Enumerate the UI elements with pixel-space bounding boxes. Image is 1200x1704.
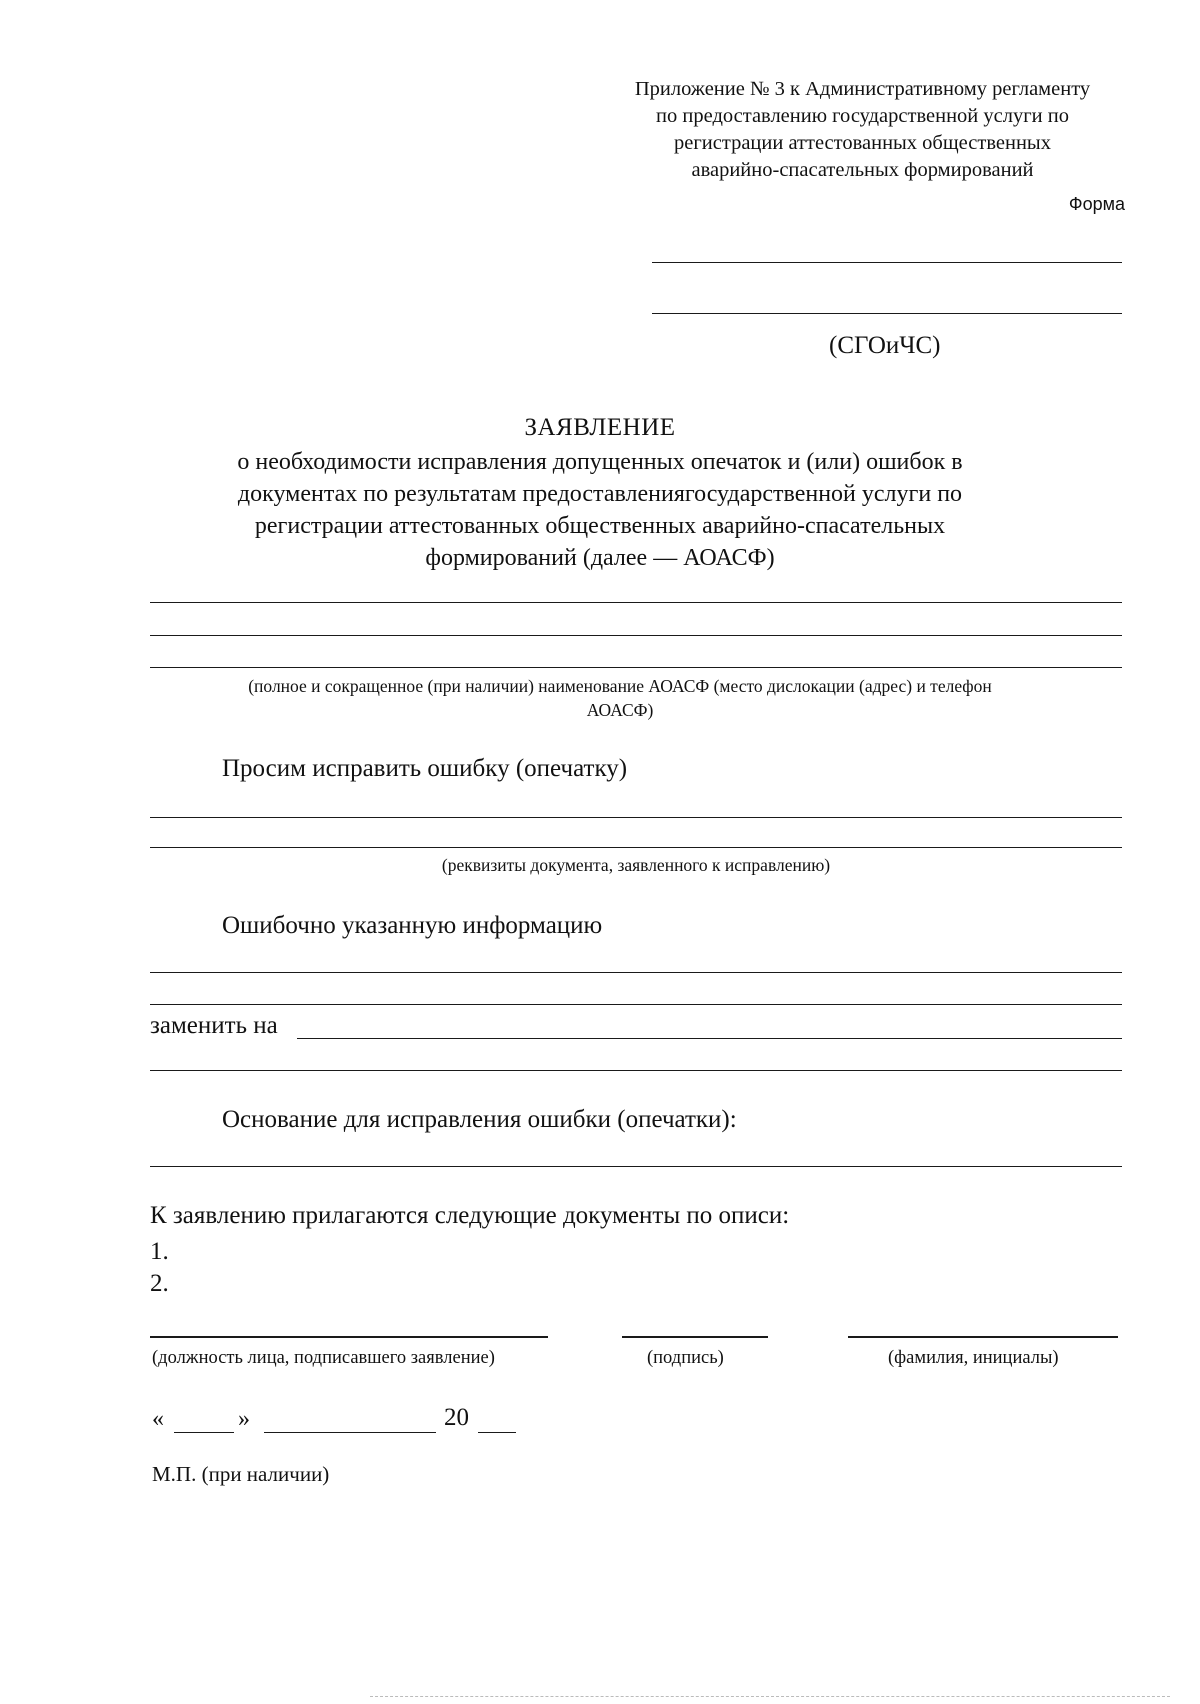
document-details-line-2[interactable] bbox=[150, 847, 1122, 848]
aoasf-name-line-2[interactable] bbox=[150, 635, 1122, 636]
position-line[interactable] bbox=[150, 1336, 548, 1338]
name-line[interactable] bbox=[848, 1336, 1118, 1338]
replace-label: заменить на bbox=[150, 1012, 278, 1039]
signature-caption: (подпись) bbox=[647, 1348, 724, 1368]
wrong-info-line-1[interactable] bbox=[150, 972, 1122, 973]
date-year-prefix: 20 bbox=[444, 1404, 469, 1431]
scan-edge-divider bbox=[370, 1696, 1170, 1697]
attachment-item: 2. bbox=[150, 1270, 169, 1297]
appendix-line: аварийно-спасательных формирований bbox=[691, 159, 1034, 181]
aoasf-caption-line: АОАСФ) bbox=[586, 700, 654, 720]
document-title: ЗАЯВЛЕНИЕ bbox=[524, 414, 676, 441]
appendix-line: Приложение № 3 к Административному регламенту bbox=[634, 78, 1091, 100]
date-month-line[interactable] bbox=[264, 1432, 436, 1433]
aoasf-name-line-3[interactable] bbox=[150, 667, 1122, 668]
addressee-caption: (СГОиЧС) bbox=[829, 332, 941, 359]
name-caption: (фамилия, инициалы) bbox=[888, 1348, 1059, 1368]
subtitle-line: документах по результатам предоставлениягосударственной услуги по bbox=[237, 481, 963, 507]
date-close-quote: » bbox=[238, 1406, 250, 1432]
appendix-header bbox=[600, 76, 1125, 184]
request-text: Просим исправить ошибку (опечатку) bbox=[222, 755, 628, 782]
appendix-line: регистрации аттестованных общественных bbox=[674, 132, 1051, 154]
document-details-line-1[interactable] bbox=[150, 817, 1122, 818]
addressee-line-1[interactable] bbox=[652, 262, 1122, 263]
date-year-line[interactable] bbox=[478, 1432, 516, 1433]
document-details-caption: (реквизиты документа, заявленного к исправлению) bbox=[441, 855, 831, 875]
date-day-line[interactable] bbox=[174, 1432, 234, 1433]
signature-line[interactable] bbox=[622, 1336, 768, 1338]
form-label: Форма bbox=[1068, 194, 1125, 214]
position-caption: (должность лица, подписавшего заявление) bbox=[152, 1348, 495, 1368]
aoasf-name-line-1[interactable] bbox=[150, 602, 1122, 603]
subtitle-line: регистрации аттестованных общественных аварийно-спасательных bbox=[254, 513, 946, 539]
wrong-info-text: Ошибочно указанную информацию bbox=[222, 912, 603, 939]
aoasf-caption-line: (полное и сокращенное (при наличии) наименование АОАСФ (место дислокации (адрес) и телефон bbox=[248, 676, 992, 696]
replace-line-1[interactable] bbox=[297, 1038, 1122, 1039]
attachments-intro: К заявлению прилагаются следующие документы по описи: bbox=[150, 1202, 790, 1229]
addressee-line-2[interactable] bbox=[652, 313, 1122, 314]
basis-text: Основание для исправления ошибки (опечатки): bbox=[222, 1106, 737, 1133]
attachment-item: 1. bbox=[150, 1238, 169, 1265]
replace-line-2[interactable] bbox=[150, 1070, 1122, 1071]
subtitle-line: формирований (далее — АОАСФ) bbox=[425, 545, 775, 571]
document-subtitle bbox=[150, 446, 1050, 574]
date-open-quote: « bbox=[152, 1406, 164, 1432]
subtitle-line: о необходимости исправления допущенных опечаток и (или) ошибок в bbox=[237, 449, 963, 475]
wrong-info-line-2[interactable] bbox=[150, 1004, 1122, 1005]
stamp-note: М.П. (при наличии) bbox=[152, 1462, 330, 1486]
basis-line[interactable] bbox=[150, 1166, 1122, 1167]
aoasf-caption bbox=[130, 674, 1110, 722]
appendix-line: по предоставлению государственной услуги по bbox=[656, 105, 1069, 127]
